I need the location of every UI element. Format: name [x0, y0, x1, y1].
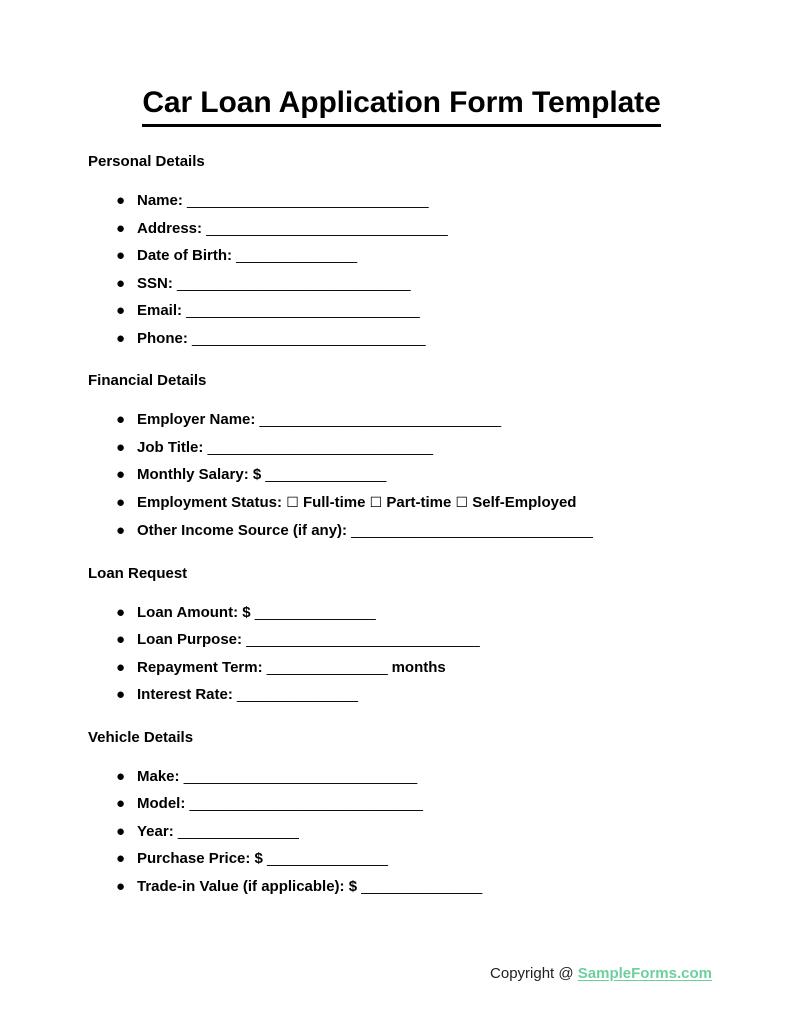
- field-label: Job Title:: [137, 438, 204, 456]
- form-section: [88, 564, 728, 709]
- bullet-icon: ●: [116, 877, 126, 895]
- checkbox-icon[interactable]: ☐: [455, 494, 469, 511]
- section-heading: Loan Request: [88, 564, 188, 582]
- form-section: [88, 152, 728, 352]
- bullet-icon: ●: [116, 192, 126, 209]
- section-heading: Personal Details: [88, 153, 205, 170]
- field-blank-line[interactable]: _____________________________: [186, 302, 420, 319]
- field-list: [88, 763, 728, 901]
- field-label: Interest Rate:: [137, 686, 233, 703]
- checkbox-option-label: Self-Employed: [472, 493, 577, 511]
- bullet-icon: ●: [116, 219, 126, 237]
- copyright-label: Copyright @: [490, 965, 578, 982]
- field-blank-line[interactable]: _______________: [266, 658, 388, 676]
- form-field-row: [88, 790, 728, 818]
- field-label: Repayment Term:: [137, 658, 263, 676]
- field-label: Loan Purpose:: [137, 631, 243, 648]
- field-blank-line[interactable]: ______________________________: [351, 522, 593, 539]
- field-blank-line[interactable]: _______________: [361, 877, 482, 895]
- bullet-icon: ●: [116, 686, 126, 703]
- field-label: Employer Name:: [137, 411, 256, 428]
- field-label: Loan Amount: $: [137, 603, 251, 621]
- form-field-row: [88, 461, 728, 489]
- form-field-row: [88, 406, 728, 434]
- form-field-row: [88, 297, 728, 325]
- field-label: Phone:: [137, 329, 188, 347]
- field-blank-line[interactable]: ______________________________: [187, 192, 429, 209]
- field-blank-line[interactable]: _____________________________: [189, 795, 423, 812]
- bullet-icon: ●: [116, 493, 126, 511]
- field-label: Other Income Source (if any):: [137, 522, 348, 539]
- field-label: Employment Status:: [137, 493, 283, 511]
- bullet-icon: ●: [116, 302, 126, 319]
- bullet-icon: ●: [116, 466, 126, 483]
- footer: [0, 963, 803, 985]
- field-list: [88, 599, 728, 709]
- checkbox-option-label: Full-time: [302, 493, 366, 511]
- field-blank-line[interactable]: _______________: [267, 850, 388, 867]
- form-field-row: [88, 763, 728, 791]
- field-label: Make:: [137, 767, 180, 785]
- field-blank-line[interactable]: _____________________________: [177, 274, 411, 292]
- field-suffix: months: [387, 658, 446, 676]
- field-blank-line[interactable]: _______________: [265, 466, 387, 483]
- form-field-row: [88, 654, 728, 682]
- field-label: Email:: [137, 302, 183, 319]
- checkbox-option-label: Part-time: [386, 493, 452, 511]
- field-blank-line[interactable]: ______________________________: [206, 219, 448, 237]
- field-label: Name:: [137, 192, 183, 209]
- field-label: SSN:: [137, 274, 173, 292]
- form-field-row: [88, 242, 728, 270]
- field-blank-line[interactable]: ____________________________: [207, 438, 433, 456]
- form-field-row: [88, 626, 728, 654]
- field-label: Monthly Salary: $: [137, 466, 262, 483]
- field-label: Date of Birth:: [137, 247, 232, 264]
- bullet-icon: ●: [116, 658, 126, 676]
- field-list: [88, 406, 728, 545]
- field-blank-line[interactable]: ______________________________: [259, 411, 501, 428]
- bullet-icon: ●: [116, 274, 126, 292]
- bullet-icon: ●: [116, 850, 126, 867]
- form-field-row: [88, 599, 728, 627]
- checkbox-icon[interactable]: ☐: [286, 494, 299, 511]
- section-heading: Financial Details: [88, 372, 207, 389]
- checkbox-option[interactable]: [282, 494, 365, 511]
- form-field-row: [88, 845, 728, 873]
- bullet-icon: ●: [116, 522, 126, 539]
- checkbox-option[interactable]: [365, 494, 451, 511]
- bullet-icon: ●: [116, 795, 126, 812]
- form-field-row: [88, 270, 728, 298]
- form-field-row: [88, 517, 728, 545]
- bullet-icon: ●: [116, 822, 126, 840]
- field-blank-line[interactable]: _______________: [237, 686, 358, 703]
- bullet-icon: ●: [116, 411, 126, 428]
- field-blank-line[interactable]: _____________________________: [192, 329, 426, 347]
- checkbox-icon[interactable]: ☐: [369, 494, 383, 511]
- field-blank-line[interactable]: _____________________________: [246, 631, 480, 648]
- field-label: Model:: [137, 795, 186, 812]
- field-blank-line[interactable]: _______________: [254, 603, 376, 621]
- field-label: Trade-in Value (if applicable): $: [137, 877, 358, 895]
- field-label: Purchase Price: $: [137, 850, 263, 867]
- field-label: Address:: [137, 219, 203, 237]
- field-list: [88, 187, 728, 352]
- field-blank-line[interactable]: _____________________________: [183, 767, 417, 785]
- bullet-icon: ●: [116, 247, 126, 264]
- form-field-row: [88, 681, 728, 709]
- page-title-text: Car Loan Application Form Template: [142, 84, 660, 127]
- form-body: [88, 152, 728, 900]
- form-field-row: [88, 489, 728, 518]
- section-heading: Vehicle Details: [88, 728, 194, 746]
- form-field-row: [88, 187, 728, 215]
- sampleforms-link[interactable]: SampleForms.com: [577, 965, 712, 982]
- form-field-row: [88, 818, 728, 846]
- bullet-icon: ●: [116, 438, 126, 456]
- field-label: Year:: [137, 822, 174, 840]
- checkbox-option[interactable]: [451, 494, 576, 511]
- form-field-row: [88, 873, 728, 901]
- form-field-row: [88, 325, 728, 353]
- page-title: [0, 84, 803, 127]
- bullet-icon: ●: [116, 767, 126, 785]
- bullet-icon: ●: [116, 631, 126, 648]
- bullet-icon: ●: [116, 603, 126, 621]
- form-field-row: [88, 434, 728, 462]
- form-section: [88, 371, 728, 545]
- form-section: [88, 728, 728, 901]
- bullet-icon: ●: [116, 329, 126, 347]
- form-field-row: [88, 215, 728, 243]
- field-blank-line[interactable]: _______________: [236, 247, 357, 264]
- field-blank-line[interactable]: _______________: [177, 822, 299, 840]
